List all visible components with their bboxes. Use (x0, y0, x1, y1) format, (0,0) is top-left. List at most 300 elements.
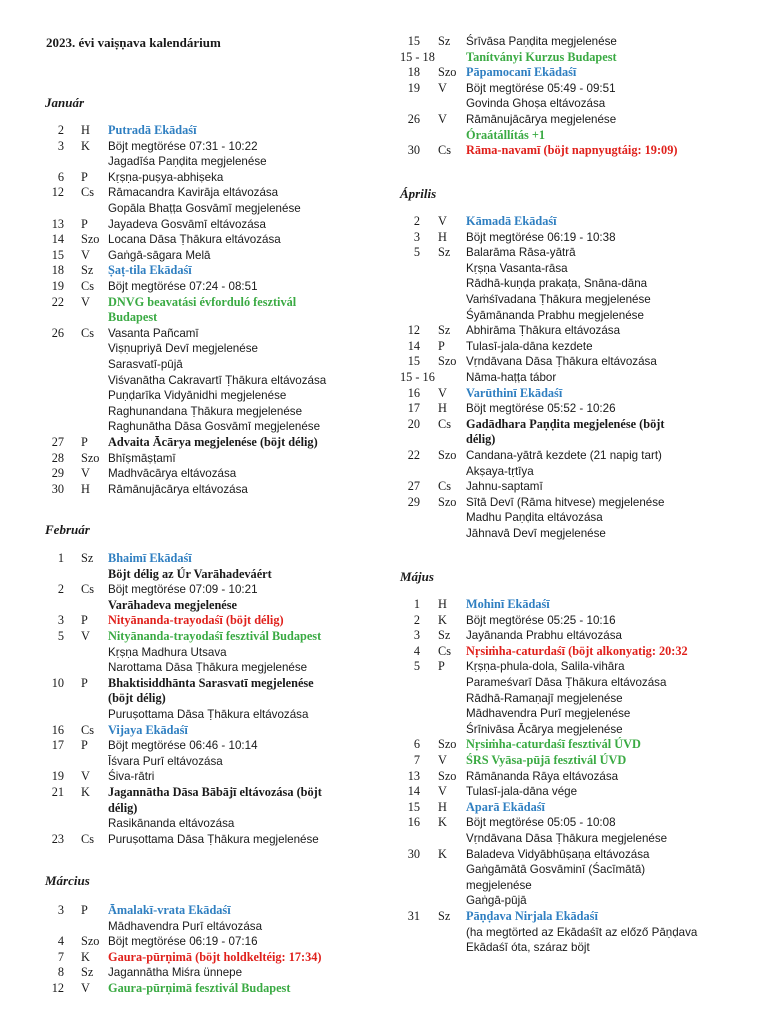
entry-weekday: K (438, 815, 447, 830)
entry-day: 16 (407, 385, 420, 400)
entry-text: Vaṁśīvadana Ṭhākura megjelenése (466, 293, 651, 306)
calendar-entry-row (0, 723, 384, 739)
entry-text: Böjt megtörése 05:52 - 10:26 (466, 402, 616, 416)
entry-text: Jayadeva Gosvāmī eltávozása (108, 217, 266, 231)
entry-text: Locana Dāsa Ṭhākura eltávozása (108, 233, 281, 247)
entry-weekday: Cs (81, 722, 94, 737)
calendar-entry-row (384, 940, 768, 956)
entry-text: Puruṣottama Dāsa Ṭhākura megjelenése (108, 832, 319, 846)
calendar-entry-row (0, 816, 384, 832)
calendar-entry-row (384, 526, 768, 542)
calendar-entry-row (384, 753, 768, 769)
calendar-entry-row (384, 401, 768, 417)
entry-day: 5 (57, 629, 64, 643)
calendar-entry-row (384, 261, 768, 277)
calendar-entry-row (0, 981, 384, 997)
entry-day: 29 (51, 466, 64, 481)
calendar-entry-row (0, 660, 384, 676)
calendar-entry-row (0, 404, 384, 420)
calendar-entry-row (0, 170, 384, 186)
month-heading-february: Február (45, 522, 90, 537)
calendar-entry-row (0, 676, 384, 692)
entry-text: Pāṇḍava Nirjala Ekādaśī (466, 909, 598, 923)
entry-weekday: H (81, 123, 90, 137)
calendar-entry-row (0, 785, 384, 801)
entry-day: 14 (51, 232, 64, 247)
entry-weekday: Sz (438, 323, 451, 338)
calendar-entry-row (0, 357, 384, 373)
entry-text: Rāmānanda Rāya eltávozása (466, 769, 619, 783)
entry-weekday: Szo (438, 448, 457, 462)
entry-text: Gaṅgā-pūjā (466, 894, 527, 908)
entry-text: Böjt megtörése 05:05 - 10:08 (466, 816, 616, 830)
entry-text: Mohinī Ekādaśī (466, 597, 550, 611)
entry-text: délig) (108, 800, 138, 815)
entry-text: Madhvācārya eltávozása (108, 467, 237, 481)
entry-day: 15 (407, 34, 420, 48)
entry-day: 12 (51, 185, 64, 200)
entry-day: 31 (407, 909, 420, 923)
calendar-entry-row (0, 185, 384, 201)
calendar-entry-row (0, 950, 384, 966)
entry-day: 13 (407, 768, 420, 783)
entry-day: 22 (407, 448, 420, 462)
entry-weekday: V (81, 466, 90, 481)
calendar-entry-row (384, 628, 768, 644)
entry-text: Gaura-pūrṇimā fesztivál Budapest (108, 981, 291, 995)
entry-text: Varāhadeva megjelenése (108, 597, 237, 612)
entry-weekday: Cs (81, 185, 94, 200)
entry-text: Tulasī-jala-dāna kezdete (466, 339, 593, 353)
entry-weekday: H (81, 481, 90, 496)
calendar-entry-row (0, 435, 384, 451)
entry-weekday: Szo (438, 354, 457, 369)
entry-text: megjelenése (466, 878, 532, 892)
entry-weekday: Szo (438, 737, 457, 752)
entry-weekday: P (81, 738, 88, 753)
entry-text: Böjt délig az Úr Varāhadeváért (108, 566, 272, 581)
entry-day: 17 (407, 401, 420, 416)
calendar-entry-row (0, 738, 384, 754)
calendar-entry-row (384, 659, 768, 675)
entry-weekday: H (438, 597, 447, 611)
calendar-entry-row (0, 482, 384, 498)
entry-text: Böjt megtörése 07:09 - 10:21 (108, 583, 258, 597)
entry-text: Īśvara Purī eltávozása (108, 754, 223, 768)
calendar-entry-row (384, 464, 768, 480)
entry-text: Nityānanda-trayodaśī (böjt délig) (108, 613, 284, 628)
entry-day: 5 (413, 245, 420, 260)
calendar-entry-row (0, 934, 384, 950)
calendar-entry-row (384, 276, 768, 292)
calendar-entry-row (0, 598, 384, 614)
entry-day: 18 (51, 263, 64, 278)
entry-day: 15 (407, 354, 420, 369)
entry-weekday: V (81, 981, 90, 995)
entry-day: 14 (407, 338, 420, 353)
entry-text: Kṛṣṇa-phula-dola, Salila-vihāra (466, 660, 625, 674)
entry-day: 30 (51, 481, 64, 496)
entry-weekday: Szo (81, 232, 100, 247)
entry-text: Jahnu-saptamī (466, 480, 543, 494)
calendar-entry-row (384, 448, 768, 464)
calendar-entry-row (384, 112, 768, 128)
entry-day: 2 (57, 582, 64, 597)
calendar-entry-row (0, 801, 384, 817)
entry-weekday: Szo (438, 494, 457, 509)
calendar-entry-row (384, 691, 768, 707)
entry-weekday: V (81, 769, 90, 784)
entry-text: Candana-yātrā kezdete (21 napig tart) (466, 449, 662, 462)
calendar-entry-row (384, 909, 768, 925)
entry-day: 18 (407, 65, 420, 80)
entry-day: 1 (57, 551, 64, 565)
entry-day: 19 (407, 80, 420, 95)
entry-weekday: P (81, 675, 88, 690)
entry-day: 6 (413, 737, 420, 752)
calendar-entry-row (384, 34, 768, 50)
calendar-entry-row (0, 629, 384, 645)
entry-day: 13 (51, 216, 64, 231)
entry-day: 10 (51, 675, 64, 690)
entry-text: Govinda Ghoṣa eltávozása (466, 97, 606, 111)
entry-weekday: P (81, 216, 88, 231)
calendar-entry-row (384, 65, 768, 81)
month-heading-march: Március (45, 873, 90, 888)
entry-text: Narottama Dāsa Ṭhākura megjelenése (108, 661, 308, 675)
entry-text: Gadādhara Paṇḍita megjelenése (böjt (466, 416, 665, 431)
entry-text: DNVG beavatási évforduló fesztivál (108, 294, 297, 309)
entry-weekday: P (438, 659, 445, 674)
entry-weekday: Cs (438, 416, 451, 431)
entry-text: Kāmadā Ekādaśī (466, 214, 557, 228)
entry-text: Nṛsiṁha-caturdaśī fesztivál ÚVD (466, 737, 641, 752)
entry-text: Rāmānujācārya eltávozása (108, 482, 248, 496)
calendar-entry-row (384, 878, 768, 894)
calendar-entry-row (384, 339, 768, 355)
entry-day: 12 (51, 981, 64, 995)
entry-text: Akṣaya-tṛtīya (466, 464, 534, 478)
entry-weekday: H (438, 799, 447, 814)
entry-weekday: Cs (438, 479, 451, 494)
entry-day: 28 (51, 450, 64, 465)
entry-text: Advaita Ācārya megjelenése (böjt délig) (108, 435, 318, 449)
entry-day: 7 (57, 949, 64, 964)
entry-day: 22 (51, 294, 64, 309)
entry-day: 3 (413, 628, 420, 643)
entry-day: 26 (407, 112, 420, 126)
entry-weekday: K (81, 138, 90, 153)
calendar-entry-row (384, 370, 768, 386)
calendar-entry-row (0, 419, 384, 435)
calendar-entry-row (0, 295, 384, 311)
calendar-entry-row (384, 675, 768, 691)
calendar-entry-row (0, 310, 384, 326)
entry-day: 1 (413, 597, 420, 611)
entry-day: 15 (407, 799, 420, 814)
entry-weekday: V (81, 247, 90, 262)
entry-text: Jayānanda Prabhu eltávozása (466, 629, 622, 643)
entry-day: 3 (57, 138, 64, 153)
entry-weekday: Szo (438, 768, 457, 783)
entry-text: Raghunātha Dāsa Gosvāmī megjelenése (108, 420, 321, 434)
calendar-entry-row (384, 722, 768, 738)
entry-text: Śrīnivāsa Ācārya megjelenése (466, 722, 623, 736)
entry-text: Putradā Ekādaśī (108, 123, 197, 137)
entry-weekday: V (81, 629, 90, 643)
entry-day: 3 (413, 229, 420, 244)
entry-weekday: P (81, 613, 88, 628)
entry-text: Śrīvāsa Paṇḍita megjelenése (466, 35, 617, 48)
entry-day: 6 (57, 169, 64, 184)
entry-weekday: V (438, 112, 447, 126)
calendar-entry-row (384, 597, 768, 613)
calendar-entry-row (0, 263, 384, 279)
entry-text: Rāmacandra Kavirāja eltávozása (108, 186, 279, 200)
entry-day: 15 - 16 (400, 370, 435, 384)
entry-text: Gaṅgāmātā Gosvāminī (Śacīmātā) (466, 863, 646, 877)
calendar-entry-row (0, 248, 384, 264)
calendar-entry-row (0, 466, 384, 482)
entry-text: Tanítványi Kurzus Budapest (466, 49, 617, 64)
entry-weekday: P (81, 169, 88, 184)
calendar-entry-row (384, 50, 768, 66)
entry-day: 8 (57, 965, 64, 980)
entry-day: 17 (51, 738, 64, 753)
entry-day: 3 (57, 903, 64, 917)
calendar-entry-row (0, 903, 384, 919)
calendar-entry-row (384, 495, 768, 511)
entry-weekday: Sz (438, 909, 451, 923)
calendar-entry-row (384, 862, 768, 878)
entry-text: Jagadīśa Paṇḍita megjelenése (108, 155, 267, 169)
calendar-entry-row (384, 354, 768, 370)
calendar-entry-row (384, 308, 768, 324)
calendar-entry-row (384, 706, 768, 722)
entry-text: Böjt megtörése 06:46 - 10:14 (108, 739, 258, 753)
entry-text: Rasikānanda eltávozása (108, 817, 235, 831)
entry-weekday: Sz (81, 965, 94, 980)
calendar-entry-row (384, 245, 768, 261)
entry-weekday: Sz (81, 551, 94, 565)
calendar-entry-row (384, 815, 768, 831)
entry-text: délig) (466, 432, 496, 447)
entry-weekday: Cs (438, 643, 451, 658)
calendar-entry-row (384, 128, 768, 144)
entry-text: Viṣṇupriyā Devī megjelenése (108, 342, 258, 356)
entry-text: Śiva-rātri (108, 770, 155, 784)
entry-text: Nṛsiṁha-caturdaśī (böjt alkonyatig: 20:32 (466, 643, 688, 658)
entry-day: 12 (407, 323, 420, 338)
calendar-entry-row (384, 81, 768, 97)
entry-text: Vṛndāvana Dāsa Ṭhākura eltávozása (466, 355, 657, 369)
entry-day: 20 (407, 416, 420, 431)
entry-text: Bhīṣmāṣṭamī (108, 451, 176, 465)
entry-day: 23 (51, 831, 64, 846)
calendar-entry-row (0, 919, 384, 935)
entry-text: (böjt délig) (108, 691, 166, 706)
entry-text: Kṛṣṇa Madhura Utsava (108, 645, 227, 659)
entry-text: Kṛṣṇa Vasanta-rāsa (466, 261, 568, 275)
entry-text: Vijaya Ekādaśī (108, 722, 188, 737)
entry-text: Böjt megtörése 06:19 - 10:38 (466, 230, 616, 244)
calendar-entry-row (0, 154, 384, 170)
entry-weekday: Sz (81, 263, 94, 278)
calendar-entry-row (0, 139, 384, 155)
entry-weekday: V (438, 214, 447, 228)
calendar-entry-row (0, 832, 384, 848)
entry-text: Āmalakī-vrata Ekādaśī (108, 903, 231, 917)
entry-text: Gaṅgā-sāgara Melā (108, 248, 211, 262)
entry-day: 16 (51, 722, 64, 737)
entry-weekday: Cs (81, 831, 94, 846)
entry-text: Bhaimī Ekādaśī (108, 551, 192, 565)
entry-day: 3 (57, 613, 64, 628)
entry-day: 19 (51, 769, 64, 784)
calendar-entry-row (384, 479, 768, 495)
entry-text: Nāma-haṭṭa tábor (466, 371, 557, 384)
calendar-entry-row (384, 784, 768, 800)
entry-text: Böjt megtörése 07:24 - 08:51 (108, 280, 258, 293)
entry-text: Madhu Paṇḍita eltávozása (466, 511, 603, 525)
entry-day: 21 (51, 785, 64, 799)
entry-day: 29 (407, 494, 420, 509)
calendar-entry-row (384, 230, 768, 246)
entry-text: Rāma-navamī (böjt napnyugtáig: 19:09) (466, 143, 678, 158)
calendar-entry-row (0, 217, 384, 233)
entry-day: 2 (413, 612, 420, 627)
calendar-entry-row (0, 582, 384, 598)
calendar-entry-row (384, 737, 768, 753)
entry-day: 2 (413, 214, 420, 228)
entry-day: 7 (413, 753, 420, 767)
calendar-entry-row (0, 201, 384, 217)
entry-text: Vṛndāvana Dāsa Ṭhākura megjelenése (466, 832, 668, 845)
entry-text: Böjt megtörése 07:31 - 10:22 (108, 139, 258, 153)
entry-text: Tulasī-jala-dāna vége (466, 785, 578, 799)
calendar-entry-row (0, 451, 384, 467)
entry-text: Rādhā-kuṇḍa prakaṭa, Snāna-dāna (466, 277, 648, 291)
entry-text: Kṛṣṇa-puṣya-abhiṣeka (108, 170, 224, 184)
entry-weekday: V (438, 385, 447, 400)
entry-weekday: P (81, 903, 88, 917)
entry-weekday: K (438, 612, 447, 627)
calendar-entry-row (0, 691, 384, 707)
entry-day: 19 (51, 279, 64, 293)
entry-text: Viśvanātha Cakravartī Ṭhākura eltávozása (108, 373, 327, 387)
calendar-entry-row (0, 754, 384, 770)
calendar-entry-row (384, 143, 768, 159)
entry-weekday: Sz (438, 628, 451, 643)
entry-weekday: Sz (438, 34, 451, 48)
entry-weekday: Szo (81, 934, 100, 949)
entry-text: Aparā Ekādaśī (466, 799, 545, 814)
calendar-title: 2023. évi vaiṣṇava kalendárium (46, 35, 221, 50)
entry-day: 4 (57, 934, 64, 949)
entry-text: Ṣaṭ-tila Ekādaśī (108, 263, 192, 278)
calendar-entry-row (0, 373, 384, 389)
entry-text: Jagannātha Miśra ünnepe (108, 966, 243, 980)
entry-weekday: Cs (438, 143, 451, 158)
month-heading-may: Május (400, 569, 434, 584)
calendar-entry-row (0, 551, 384, 567)
entry-weekday: Cs (81, 325, 94, 340)
entry-text: Bhaktisiddhānta Sarasvatī megjelenése (108, 675, 314, 690)
calendar-entry-row (0, 645, 384, 661)
entry-text: Rādhā-Ramaṇajī megjelenése (466, 691, 623, 705)
month-heading-april: Április (400, 186, 437, 201)
entry-text: Jāhnavā Devī megjelenése (466, 527, 606, 540)
entry-text: Mādhavendra Purī megjelenése (466, 707, 631, 721)
month-heading-january: Január (45, 95, 85, 110)
calendar-entry-row (0, 388, 384, 404)
entry-day: 15 (51, 247, 64, 262)
entry-text: Böjt megtörése 05:25 - 10:16 (466, 613, 616, 627)
entry-weekday: K (81, 949, 90, 964)
calendar-entry-row (384, 417, 768, 433)
entry-text: ŚRS Vyāsa-pūjā fesztivál ÚVD (466, 753, 627, 767)
calendar-entry-row (0, 965, 384, 981)
entry-day: 30 (407, 846, 420, 861)
entry-text: Parameśvarī Dāsa Ṭhākura eltávozása (466, 676, 667, 689)
entry-weekday: V (81, 294, 90, 309)
entry-text: Mādhavendra Purī eltávozása (108, 919, 263, 933)
entry-weekday: V (438, 753, 447, 767)
entry-text: Raghunandana Ṭhākura megjelenése (108, 404, 303, 418)
calendar-entry-row (0, 613, 384, 629)
entry-text: Balarāma Rāsa-yātrā (466, 246, 576, 260)
entry-day: 2 (57, 123, 64, 137)
entry-weekday: Cs (81, 279, 94, 293)
entry-weekday: P (81, 435, 88, 449)
entry-weekday: Szo (438, 65, 457, 80)
entry-weekday: K (81, 785, 90, 799)
entry-weekday: H (438, 401, 447, 416)
entry-day: 30 (407, 143, 420, 158)
calendar-entry-row (384, 432, 768, 448)
calendar-entry-row (384, 644, 768, 660)
calendar-entry-row (384, 96, 768, 112)
calendar-entry-row (0, 123, 384, 139)
entry-text: Puruṣottama Dāsa Ṭhākura eltávozása (108, 708, 309, 721)
calendar-entry-row (384, 510, 768, 526)
entry-day: 26 (51, 325, 64, 340)
entry-weekday: V (438, 80, 447, 95)
calendar-entry-row (384, 831, 768, 847)
entry-text: Baladeva Vidyābhūṣaṇa eltávozása (466, 847, 650, 861)
entry-day: 27 (51, 435, 64, 449)
entry-text: Pāpamocanī Ekādaśī (466, 65, 577, 80)
calendar-entry-row (0, 326, 384, 342)
entry-weekday: K (438, 846, 447, 861)
entry-text: Budapest (108, 310, 158, 325)
calendar-entry-row (0, 707, 384, 723)
calendar-entry-row (0, 567, 384, 583)
calendar-entry-row (384, 893, 768, 909)
entry-day: 27 (407, 479, 420, 494)
calendar-entry-row (0, 341, 384, 357)
calendar-entry-row (384, 769, 768, 785)
entry-text: Sītā Devī (Rāma hitvese) megjelenése (466, 495, 665, 509)
entry-text: Varūthinī Ekādaśī (466, 385, 563, 400)
entry-day: 15 - 18 (400, 49, 435, 64)
calendar-entry-row (384, 847, 768, 863)
calendar-entry-row (384, 323, 768, 339)
calendar-entry-row (384, 386, 768, 402)
calendar-entry-row (384, 613, 768, 629)
entry-text: Abhirāma Ṭhākura eltávozása (466, 324, 621, 338)
entry-text: Gaura-pūrṇimā (böjt holdkeltéig: 17:34) (108, 949, 322, 964)
